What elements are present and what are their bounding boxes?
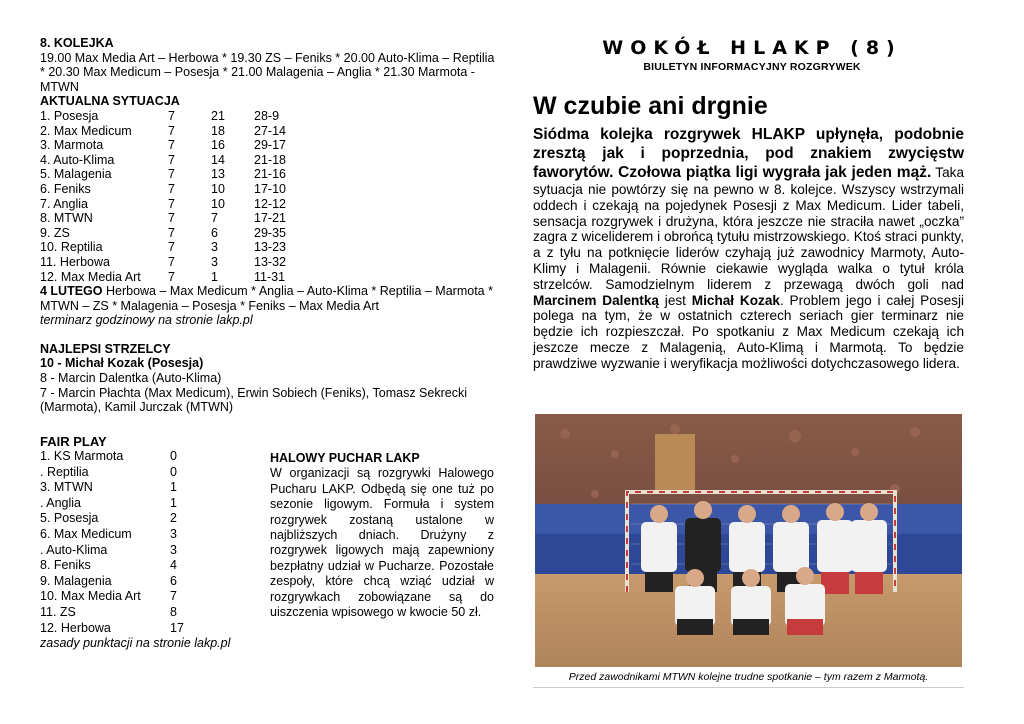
scorer-line-2: 8 - Marcin Dalentka (Auto-Klima) <box>40 371 222 386</box>
team-name: 11. ZS <box>40 604 76 619</box>
next-round-fixtures: Herbowa – Max Medicum * Anglia – Auto-Klima * Reptilia – Marmota * MTWN – ZS * Malagenia – Posesja * Feniks – Max Media Art <box>40 284 493 313</box>
standings-row <box>40 138 500 153</box>
caption-divider <box>533 687 964 688</box>
goals: 17-10 <box>254 181 286 196</box>
scorers-heading: NAJLEPSI STRZELCY <box>40 341 171 356</box>
fairplay-row <box>40 621 260 637</box>
photo-caption: Przed zawodnikami MTWN kolejne trudne spotkanie – tym razem z Marmotą. <box>568 671 929 683</box>
article-name-2: Michał Kozak <box>691 292 780 308</box>
standings-row <box>40 226 500 241</box>
cup-text: W organizacji są rozgrywki Halowego Pucharu LAKP. Odbędą się one tuż po sezonie ligowym. Formuła i system rozgrywek zostaną ustalone w najbliższych dniach. Drużyny z rozgrywek ligowych mają zapewniony bezpłatny udział w Pucharze. Pozostałe zespoły, które chcą wziąć udział w rozgrywkach zobowiązane są do uiszczenia wpisowego w kwocie 50 zł. <box>270 466 494 620</box>
fairplay-row <box>40 511 260 527</box>
points: 6 <box>211 225 218 240</box>
masthead-title: WOKÓŁ HLAKP (8) <box>602 37 902 59</box>
fairplay-points: 17 <box>170 620 184 635</box>
goals: 29-35 <box>254 225 286 240</box>
team-name: 8. MTWN <box>40 211 93 226</box>
scorer-line-3: 7 - Marcin Płachta (Max Medicum), Erwin Sobiech (Feniks), Tomasz Sekrecki (Marmota), Kamil Jurczak (MTWN) <box>40 385 467 415</box>
team-name: 5. Posesja <box>40 511 99 526</box>
fairplay-row <box>40 527 260 543</box>
article-body <box>533 125 964 372</box>
points: 21 <box>211 108 225 123</box>
article-name-1: Marcinem Dalentką <box>533 292 659 308</box>
fairplay-points: 2 <box>170 511 177 526</box>
fairplay-section <box>40 434 260 651</box>
games-played: 7 <box>168 225 175 240</box>
standings-row <box>40 211 500 226</box>
standings-row <box>40 109 500 124</box>
points: 7 <box>211 211 218 226</box>
masthead <box>572 37 932 73</box>
team-photo-image <box>535 414 962 667</box>
team-name: 4. Auto-Klima <box>40 152 115 167</box>
masthead-subtitle: BIULETYN INFORMACYJNY ROZGRYWEK <box>643 61 861 73</box>
points: 16 <box>211 138 225 153</box>
games-played: 7 <box>168 269 175 284</box>
fairplay-note: zasady punktacji na stronie lakp.pl <box>40 636 231 651</box>
standings-heading: AKTUALNA SYTUACJA <box>40 94 180 109</box>
standings-row <box>40 153 500 168</box>
fairplay-row <box>40 558 260 574</box>
article-text-2: jest <box>658 292 692 308</box>
fairplay-row <box>40 574 260 590</box>
goals: 17-21 <box>254 211 286 226</box>
next-round <box>40 284 500 313</box>
fairplay-points: 4 <box>170 558 177 573</box>
fairplay-points: 3 <box>170 542 177 557</box>
team-name: 9. Malagenia <box>40 573 112 588</box>
fairplay-row <box>40 589 260 605</box>
next-round-note: terminarz godzinowy na stronie lakp.pl <box>40 313 253 328</box>
team-name: 9. ZS <box>40 225 70 240</box>
fairplay-row <box>40 543 260 559</box>
team-photo <box>535 414 962 667</box>
fairplay-points: 0 <box>170 449 177 463</box>
next-round-date: 4 LUTEGO <box>40 284 103 299</box>
fairplay-points: 7 <box>170 589 177 604</box>
games-played: 7 <box>168 123 175 138</box>
standings-row <box>40 255 500 270</box>
fairplay-points: 8 <box>170 604 177 619</box>
games-played: 7 <box>168 196 175 211</box>
points: 13 <box>211 167 225 182</box>
goals: 11-31 <box>254 269 286 284</box>
fairplay-row <box>40 480 260 496</box>
fairplay-row <box>40 496 260 512</box>
team-name: 12. Max Media Art <box>40 269 141 284</box>
team-name: . Anglia <box>40 495 82 510</box>
games-played: 7 <box>168 167 175 182</box>
team-name: 5. Malagenia <box>40 167 112 182</box>
team-name: 1. Posesja <box>40 108 99 123</box>
fairplay-points: 1 <box>170 480 177 495</box>
fairplay-table <box>40 449 260 636</box>
games-played: 7 <box>168 152 175 167</box>
goals: 29-17 <box>254 138 286 153</box>
games-played: 7 <box>168 181 175 196</box>
team-name: 12. Herbowa <box>40 620 111 635</box>
points: 1 <box>211 269 218 284</box>
games-played: 7 <box>168 211 175 226</box>
points: 18 <box>211 123 225 138</box>
round-heading: 8. KOLEJKA <box>40 36 114 50</box>
team-name: 1. KS Marmota <box>40 449 124 463</box>
article-headline: W czubie ani drgnie <box>533 92 768 120</box>
fairplay-points: 0 <box>170 464 177 479</box>
games-played: 7 <box>168 138 175 153</box>
goals: 27-14 <box>254 123 286 138</box>
cup-heading: HALOWY PUCHAR LAKP <box>270 451 420 465</box>
goals: 12-12 <box>254 196 286 211</box>
team-name: 3. MTWN <box>40 480 93 495</box>
team-name: 8. Feniks <box>40 558 91 573</box>
points: 10 <box>211 196 225 211</box>
goals: 13-32 <box>254 254 286 269</box>
fairplay-points: 1 <box>170 495 177 510</box>
games-played: 7 <box>168 254 175 269</box>
points: 3 <box>211 240 218 255</box>
team-name: 2. Max Medicum <box>40 123 132 138</box>
cup-section <box>270 451 494 620</box>
fairplay-heading: FAIR PLAY <box>40 434 107 449</box>
fairplay-points: 6 <box>170 573 177 588</box>
fairplay-row <box>40 449 260 465</box>
standings-row <box>40 182 500 197</box>
standings-row <box>40 240 500 255</box>
team-name: 11. Herbowa <box>40 254 110 269</box>
fairplay-row <box>40 465 260 481</box>
team-name: 6. Max Medicum <box>40 526 132 541</box>
team-name: 10. Max Media Art <box>40 589 141 604</box>
team-name: 6. Feniks <box>40 181 91 196</box>
goals: 13-23 <box>254 240 286 255</box>
games-played: 7 <box>168 108 175 123</box>
scorer-line-1: 10 - Michał Kozak (Posesja) <box>40 356 204 371</box>
article-lead: Siódma kolejka rozgrywek HLAKP upłynęła, podobnie zresztą jak i poprzednia, pod znakiem zwycięstw faworytów. Czołowa piątka ligi wygrała jak jeden mąż. <box>533 126 964 181</box>
standings-row <box>40 270 500 285</box>
standings-row <box>40 124 500 139</box>
games-played: 7 <box>168 240 175 255</box>
standings-row <box>40 167 500 182</box>
points: 14 <box>211 152 225 167</box>
fairplay-row <box>40 605 260 621</box>
goals: 21-16 <box>254 167 286 182</box>
standings-table <box>40 109 500 284</box>
standings-row <box>40 197 500 212</box>
team-name: 3. Marmota <box>40 138 104 153</box>
team-name: . Auto-Klima <box>40 542 108 557</box>
goals: 21-18 <box>254 152 286 167</box>
points: 10 <box>211 181 225 196</box>
article-text-3: . Problem jego i całej Posesji polega na tym, że w ostatnich czterech seriach gier terminarz nie będzie ich rozpieszczał. Po spotkaniu z Max Medicum czekają ich jeszcze mecze z Malagenią, Auto-Klimą i Marmotą. To będzie prawdziwe wyzwanie i weryfikacja możliwości dotychczasowego lidera. <box>533 292 964 371</box>
article-text-1: Taka sytuacja nie powtórzy się na pewno w 8. kolejce. Wszyscy wstrzymali oddech i czekają na pojedynek Posesji z Max Medicum. Lider tabeli, sensacja rozgrywek i drużyna, która jeszcze nie straciła nawet „oczka” zagra z wiceliderem i obrońcą tytułu mistrzowskiego. Ktoś straci punkty, a z tyłu na potknięcie liderów czyhają już zawodnicy Marmoty, Auto-Klimy i Malagenii. Równie ciekawie wygląda walka o tytuł króla strzelców. Samodzielnym liderem z przewagą dwóch goli nad <box>533 165 965 292</box>
points: 3 <box>211 254 218 269</box>
team-name: . Reptilia <box>40 464 89 479</box>
team-name: 7. Anglia <box>40 196 88 211</box>
team-name: 10. Reptilia <box>40 240 103 255</box>
goals: 28-9 <box>254 108 280 123</box>
left-column <box>40 36 500 415</box>
round-schedule: 19.00 Max Media Art – Herbowa * 19.30 ZS – Feniks * 20.00 Auto-Klima – Reptilia * 20.30 Max Medicum – Posesja * 21.00 Malagenia – Anglia * 21.30 Marmota - MTWN <box>40 50 495 94</box>
fairplay-points: 3 <box>170 526 177 541</box>
